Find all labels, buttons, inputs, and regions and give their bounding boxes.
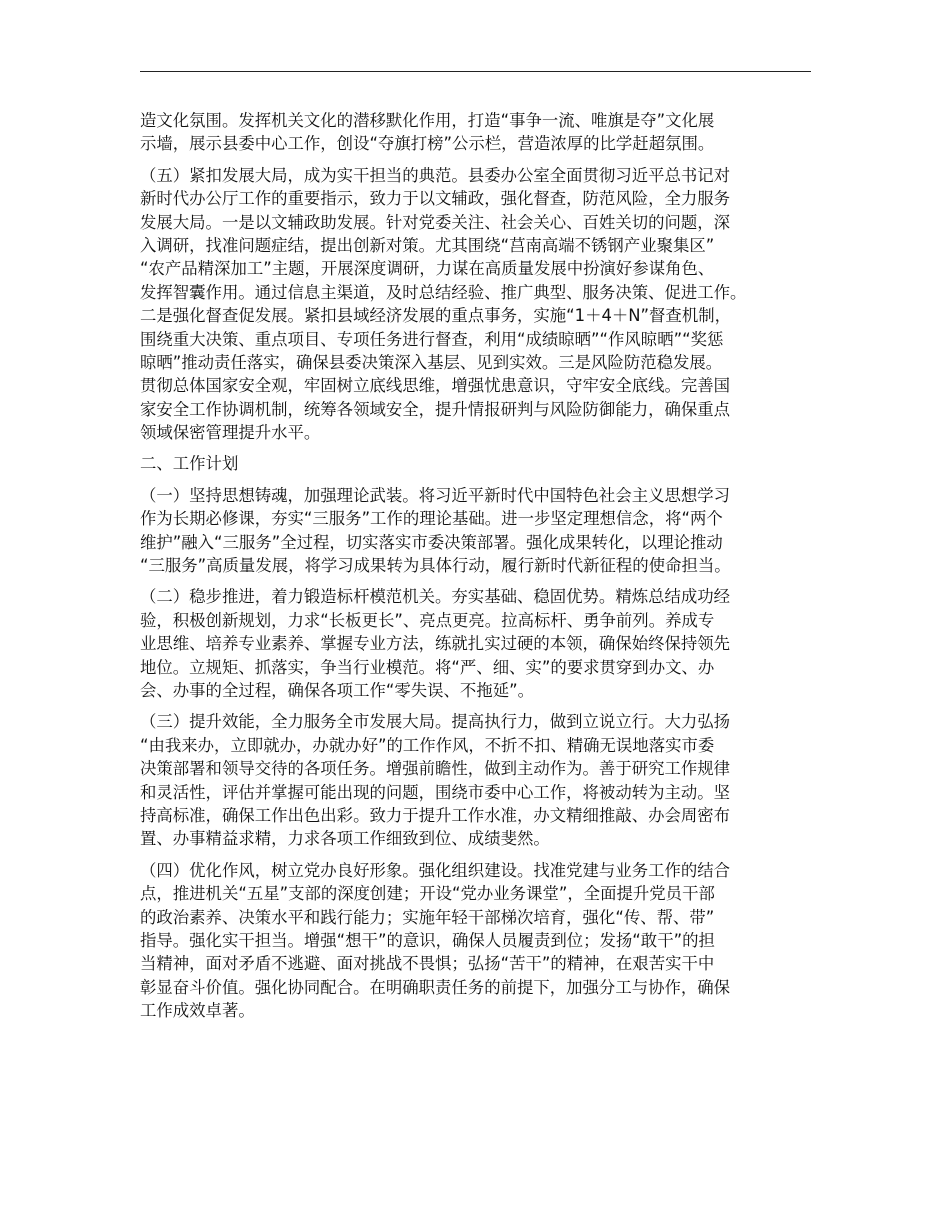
text-line: 贯彻总体国家安全观，牢固树立底线思维，增强忧患意识，守牢安全底线。完善国: [140, 376, 731, 396]
paragraph-plan-3: [140, 710, 820, 850]
text-line: 发挥智囊作用。通过信息主渠道，及时总结经验、推广典型、服务决策、促进工作。: [140, 282, 747, 302]
text-line: 会、办事的全过程，确保各项工作“零失误、不拖延”。: [140, 681, 534, 700]
text-line: 入调研，找准问题症结，提出创新对策。尤其围绕“莒南高端不锈钢产业聚集区”: [140, 235, 715, 255]
text-line: 彰显奋斗价值。强化协同配合。在明确职责任务的前提下，加强分工与协作，确保: [140, 977, 731, 997]
paragraph-intro-continued: [140, 109, 820, 156]
text-line: 当精神，面对矛盾不逃避、面对挑战不畏惧；弘扬“苦干”的精神，在艰苦实干中: [140, 954, 715, 974]
header-rule: [140, 71, 811, 72]
text-line: 指导。强化实干担当。增强“想干”的意识，确保人员履责到位；发扬“敢干”的担: [140, 930, 715, 950]
text-line: “三服务”高质量发展，将学习成果转为具体行动，履行新时代新征程的使命担当。: [140, 556, 731, 576]
text-line: （四）优化作风，树立党办良好形象。强化组织建设。找准党建与业务工作的结合: [140, 860, 731, 880]
text-line: 新时代办公厅工作的重要指示，致力于以文辅政，强化督查，防范风险，全力服务: [140, 189, 731, 209]
text-line: 造文化氛围。发挥机关文化的潜移默化作用，打造“事争一流、唯旗是夺”文化展: [140, 111, 715, 130]
text-line: 作为长期必修课，夯实“三服务”工作的理论基础。进一步坚定理想信念，将“两个: [140, 509, 723, 529]
text-line: 持高标准，确保工作出色出彩。致力于提升工作水准，办文精细推敲、办会周密布: [140, 805, 731, 825]
text-line: 工作成效卓著。: [140, 1001, 255, 1021]
text-line: 业思维、培养专业素养、掌握专业方法，练就扎实过硬的本领，确保始终保持领先: [140, 634, 731, 654]
text-line: 二是强化督查促发展。紧扣县域经济发展的重点事务，实施“1＋4＋N”督查机制，: [140, 306, 731, 326]
text-line: 置、办事精益求精，力求各项工作细致到位、成绩斐然。: [140, 829, 550, 849]
text-line: 点，推进机关“五星”支部的深度创建；开设“党办业务课堂”，全面提升党员干部: [140, 884, 715, 904]
section-heading: 二、工作计划: [140, 454, 239, 474]
paragraph-plan-1: [140, 484, 820, 578]
document-body: [140, 109, 820, 1030]
text-line: 晾晒”推动责任落实，确保县委决策深入基层、见到实效。三是风险防范稳发展。: [140, 352, 723, 372]
text-line: 决策部署和领导交待的各项任务。增强前瞻性，做到主动作为。善于研究工作规律: [140, 759, 731, 779]
paragraph-plan-2: [140, 585, 820, 702]
text-line: 示墙，展示县委中心工作，创设“夺旗打榜”公示栏，营造浓厚的比学赶超氛围。: [140, 134, 715, 154]
text-line: 领域保密管理提升水平。: [140, 423, 321, 443]
text-line: 家安全工作协调机制，统筹各领域安全，提升情报研判与风险防御能力，确保重点: [140, 399, 731, 419]
paragraph-plan-4: [140, 859, 820, 1023]
text-line: 发展大局。一是以文辅政助发展。针对党委关注、社会关心、百姓关切的问题，深: [140, 212, 731, 232]
paragraph-section-5: [140, 164, 820, 445]
text-line: 和灵活性，评估并掌握可能出现的问题，围绕市委中心工作，将被动转为主动。坚: [140, 782, 731, 802]
text-line: 维护”融入“三服务”全过程，切实落实市委决策部署。强化成果转化，以理论推动: [140, 532, 723, 552]
text-line: （三）提升效能，全力服务全市发展大局。提高执行力，做到立说立行。大力弘扬: [140, 712, 731, 732]
text-line: （一）坚持思想铸魂，加强理论武装。将习近平新时代中国特色社会主义思想学习: [140, 485, 731, 505]
text-line: 的政治素养、决策水平和践行能力；实施年轻干部梯次培育，强化“传、帮、带”: [140, 907, 715, 927]
text-line: “由我来办，立即就办，办就办好”的工作作风，不折不扣、精确无误地落实市委: [140, 735, 715, 755]
text-line: “农产品精深加工”主题，开展深度调研，力谋在高质量发展中扮演好参谋角色、: [140, 259, 715, 279]
text-line: 验，积极创新规划，力求“长板更长”、亮点更亮。拉高标杆、勇争前列。养成专: [140, 610, 715, 630]
text-line: 地位。立规矩、抓落实，争当行业模范。将“严、细、实”的要求贯穿到办文、办: [140, 657, 715, 677]
text-line: （五）紧扣发展大局，成为实干担当的典范。县委办公室全面贯彻习近平总书记对: [140, 165, 731, 185]
text-line: （二）稳步推进，着力锻造标杆模范机关。夯实基础、稳固优势。精炼总结成功经: [140, 587, 731, 607]
text-line: 围绕重大决策、重点项目、专项任务进行督查，利用“成绩晾晒”“作风晾晒”“奖惩: [140, 329, 724, 349]
